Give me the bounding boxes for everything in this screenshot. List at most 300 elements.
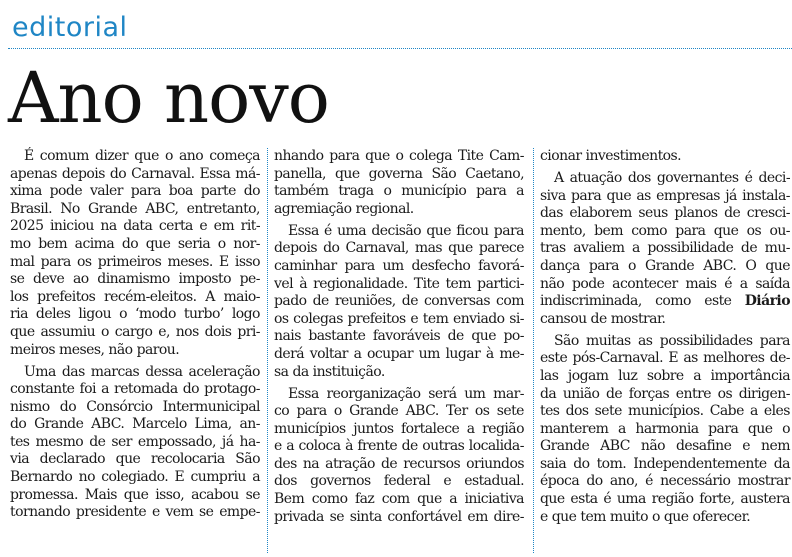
word: é [603, 491, 612, 508]
word: os [746, 222, 762, 239]
word: recolocaria [150, 451, 225, 468]
word: data [123, 218, 153, 235]
word: ano [178, 148, 204, 164]
word: é [324, 222, 332, 239]
headline: Ano novo [8, 57, 329, 139]
word: Mais [84, 486, 117, 503]
word: pode [571, 275, 605, 292]
text-line [540, 368, 790, 386]
word: melhores [703, 350, 765, 367]
word: sobre [646, 367, 684, 384]
word: Marcelo [132, 416, 187, 433]
word: voltar [309, 345, 348, 362]
word: municípios. [628, 403, 704, 420]
word: com [496, 293, 524, 310]
word: tornando [10, 504, 71, 521]
word: do [121, 235, 139, 252]
text-line [274, 456, 524, 474]
word: caminhar [274, 257, 337, 274]
word: muitas [586, 332, 631, 349]
word: Tite [457, 148, 484, 164]
word: má- [235, 165, 260, 182]
text-line [540, 350, 790, 368]
word: dos [274, 473, 297, 490]
word: Essa [288, 385, 319, 402]
text-line [540, 205, 790, 223]
word: de [590, 310, 607, 327]
word: tras [540, 240, 566, 257]
word: de [740, 240, 758, 257]
word: Consórcio [86, 398, 153, 415]
word: o [383, 183, 392, 200]
word: a [286, 438, 295, 455]
word: nor- [233, 235, 260, 252]
word: acima [74, 235, 115, 252]
text-line [10, 504, 260, 522]
word: como [655, 293, 691, 310]
word: ligou [78, 306, 112, 323]
word: confortável [387, 508, 462, 525]
word: à [345, 438, 353, 455]
text-line [274, 438, 524, 456]
word: de [380, 455, 398, 472]
text-line [10, 236, 260, 254]
word: Ter [446, 403, 468, 420]
word: oriundos [466, 455, 524, 472]
word: A [205, 288, 215, 305]
word: Essa [288, 222, 319, 239]
word: do [10, 416, 27, 433]
word: de [401, 293, 418, 310]
word: de [401, 438, 418, 455]
word: ao [72, 271, 89, 288]
word: que [765, 257, 790, 274]
word: dos [565, 403, 589, 420]
word: po- [503, 328, 524, 345]
word: maio- [223, 288, 260, 305]
word: mais [685, 275, 717, 292]
word: muito [609, 508, 648, 525]
word: reorganização [326, 385, 421, 402]
word: eles [763, 403, 790, 420]
word: tem [445, 275, 472, 292]
word: do [59, 398, 77, 415]
text-line [540, 311, 790, 329]
word: oferecer. [692, 508, 751, 525]
word: o [628, 257, 636, 274]
word: marcas [90, 363, 140, 380]
word: No [60, 200, 80, 217]
word: entre [675, 385, 711, 402]
word: dire- [493, 508, 524, 525]
word: do [182, 381, 200, 398]
word: como [311, 491, 348, 508]
word: para [571, 187, 602, 204]
word: Caetano, [465, 165, 524, 182]
word: que [551, 508, 577, 525]
word: o [652, 508, 660, 525]
column-divider [267, 148, 268, 553]
word: das [61, 363, 85, 380]
word: que [134, 148, 159, 164]
word: deve [33, 271, 65, 288]
word: tes [10, 433, 30, 450]
word: forças [628, 385, 670, 402]
word: sa [274, 363, 289, 380]
word: para [296, 403, 327, 420]
word: faz [354, 491, 375, 508]
word: São [235, 451, 260, 468]
word: instituição. [312, 363, 385, 380]
word: os [274, 310, 289, 327]
word: que [417, 491, 442, 508]
newspaper-name: Diário [744, 293, 790, 310]
word: isso [234, 253, 260, 270]
word: harmonia [635, 420, 699, 437]
word: possibilidades [659, 332, 753, 349]
word: desafine [675, 438, 732, 455]
word: cionar [540, 148, 582, 164]
word: regional. [355, 200, 414, 217]
word: do [323, 240, 340, 257]
word: dança [540, 257, 580, 274]
text-line [10, 306, 260, 324]
word: certa [158, 218, 193, 235]
word: partici- [477, 275, 524, 292]
word: cansou [540, 310, 587, 327]
word: enviado [452, 310, 505, 327]
word: dizer [95, 148, 129, 164]
text-line [10, 183, 260, 201]
word: traga [338, 183, 374, 200]
word: des [274, 455, 297, 472]
text-line [540, 456, 790, 474]
word: aceleração [188, 363, 260, 380]
word: panella, [274, 165, 326, 182]
word: Lima, [194, 416, 232, 433]
word: as [636, 187, 651, 204]
word: para [40, 253, 71, 270]
word: mostrar. [610, 310, 666, 327]
word: a [449, 491, 457, 508]
word: a [466, 420, 475, 437]
word: pode [49, 183, 83, 200]
word: lugar [445, 345, 481, 362]
word: região [482, 420, 524, 437]
word: que [471, 328, 496, 345]
text-line [274, 473, 524, 491]
word: dois [204, 323, 232, 340]
word: meses, [59, 341, 105, 358]
text-line [540, 170, 790, 188]
word: A [554, 169, 564, 186]
word: rit- [240, 218, 260, 235]
word: depois [274, 240, 317, 257]
word: Essa [199, 165, 231, 182]
word: mesmo [35, 433, 84, 450]
word: também [274, 183, 329, 200]
word: Bem [274, 491, 305, 508]
word: los [10, 288, 29, 305]
word: não [108, 341, 133, 358]
word: ficou [456, 222, 489, 239]
text-line [274, 403, 524, 421]
word: da [773, 455, 790, 472]
word: Cam- [489, 148, 524, 164]
word: Cabe [709, 403, 744, 420]
word: começa [209, 148, 260, 164]
text-line [540, 276, 790, 294]
word: na [302, 455, 320, 472]
word: promessa. [10, 486, 78, 503]
word: mal [10, 253, 35, 270]
word: o [101, 323, 109, 340]
word: São [554, 332, 579, 349]
word: São [431, 165, 457, 182]
word: fortalece [401, 420, 460, 437]
word: o [217, 235, 226, 252]
word: manterem [540, 420, 609, 437]
word: bastante [308, 328, 366, 345]
word: nem [761, 438, 790, 455]
word: das [540, 205, 563, 222]
text-line [274, 148, 524, 166]
word: avaliem [573, 240, 625, 257]
word: Grande [87, 200, 138, 217]
word: desfecho [411, 257, 471, 274]
word: depois [61, 165, 105, 182]
word: se [245, 486, 260, 503]
word: recém-eleitos. [103, 288, 197, 305]
word: entretanto, [186, 200, 260, 217]
text-line [540, 333, 790, 351]
word: Carnaval. [131, 165, 195, 182]
word: já [725, 187, 737, 204]
word: ria [10, 306, 28, 323]
word: sinta [349, 508, 382, 525]
text-line [10, 254, 260, 272]
word: as [638, 332, 653, 349]
word: Carnaval, [345, 240, 409, 257]
word: jogam [567, 367, 609, 384]
word: mostrar [737, 473, 790, 490]
word: prefeitos [347, 310, 406, 327]
word: de [447, 328, 464, 345]
word: saia [540, 455, 567, 472]
word: em [213, 218, 235, 235]
text-line [274, 183, 524, 201]
word: não [540, 275, 565, 292]
text-line [10, 271, 260, 289]
word: a [632, 240, 640, 257]
text-line [540, 148, 790, 166]
text-line [540, 403, 790, 421]
word: atração [325, 455, 375, 472]
word: vem [165, 504, 194, 521]
word: isso, [155, 486, 185, 503]
word: uma [337, 222, 367, 239]
word: instala- [742, 187, 790, 204]
word: a [617, 420, 626, 437]
word: e [742, 438, 751, 455]
word: parece [478, 240, 524, 257]
word: governos [310, 473, 371, 490]
word: a [353, 345, 362, 362]
word: que [747, 420, 773, 437]
word: Grande [34, 416, 84, 433]
word: pe- [239, 271, 260, 288]
word: Grande [349, 403, 399, 420]
word: É [24, 148, 34, 164]
word: E [174, 469, 185, 486]
word: que [663, 508, 689, 525]
word: localida- [468, 438, 524, 455]
word: para [493, 222, 524, 239]
column-2 [274, 148, 524, 526]
word: que [606, 187, 632, 204]
word: conversas [424, 293, 490, 310]
word: Grande [644, 257, 695, 274]
text-line [10, 451, 260, 469]
word: municípios [274, 420, 346, 437]
word: no [78, 469, 95, 486]
word: austera [740, 491, 790, 508]
word: favorá- [478, 257, 524, 274]
section-label: editorial [12, 12, 128, 43]
text-line [10, 487, 260, 505]
word: Intermunicipal [162, 398, 260, 415]
text-line [10, 469, 260, 487]
word: siva [540, 187, 566, 204]
word: em [467, 508, 488, 525]
word: via [10, 451, 30, 468]
word: ABC [600, 438, 630, 455]
word: nais [274, 328, 301, 345]
text-line [274, 240, 524, 258]
word: o [782, 420, 790, 437]
word: forte, [699, 491, 735, 508]
word: agremiação [274, 200, 352, 217]
word: ‘modo [135, 306, 176, 323]
word: ABC. [703, 257, 737, 274]
word: os [717, 385, 733, 402]
word: para [329, 148, 360, 164]
word: e [540, 508, 548, 525]
word: ha- [239, 433, 260, 450]
word: federal [383, 473, 431, 490]
word: que [540, 491, 565, 508]
word: mo [10, 235, 31, 252]
text-line [274, 201, 524, 219]
word: ser [111, 433, 132, 450]
word: declarado [39, 451, 106, 468]
word: cargo [114, 323, 153, 340]
word: o [395, 148, 404, 164]
word: Uma [24, 363, 56, 380]
word: indiscriminada, [540, 293, 642, 310]
word: e, [158, 323, 170, 340]
word: é [724, 275, 732, 292]
word: vel [274, 275, 294, 292]
word: Brasil. [10, 200, 53, 217]
word: turbo’ [183, 306, 224, 323]
word: planos [674, 205, 718, 222]
word: para [344, 257, 375, 274]
text-line [10, 399, 260, 417]
word: a [252, 469, 260, 486]
word: ano, [609, 473, 638, 490]
text-line [540, 258, 790, 276]
word: pado [274, 293, 307, 310]
text-line [10, 364, 260, 382]
word: união [562, 385, 600, 402]
word: colegiado. [101, 469, 169, 486]
word: possibilidade [647, 240, 734, 257]
word: a [516, 183, 524, 200]
text-line [10, 381, 260, 399]
word: época [540, 473, 580, 490]
word: dirigen- [738, 385, 790, 402]
text-line [10, 342, 260, 360]
text-line [540, 386, 790, 404]
word: estadual. [464, 473, 524, 490]
word: de [606, 385, 623, 402]
word: de [312, 293, 329, 310]
word: si- [509, 310, 524, 327]
word: que [10, 323, 35, 340]
text-line [274, 346, 524, 364]
text-line [274, 223, 524, 241]
word: que [448, 240, 473, 257]
word: nos [175, 323, 199, 340]
word: um [464, 385, 486, 402]
word: privada [274, 508, 324, 525]
word: juntos [353, 420, 394, 437]
word: que [713, 222, 739, 239]
word: prefeitos [37, 288, 96, 305]
text-line [540, 240, 790, 258]
word: sete [594, 403, 622, 420]
word: que [115, 451, 141, 468]
text-line [10, 289, 260, 307]
word: como [631, 222, 668, 239]
word: pri- [237, 323, 260, 340]
text-line [274, 276, 524, 294]
word: a [749, 403, 758, 420]
text-line [274, 293, 524, 311]
text-line [540, 223, 790, 241]
word: atuação [569, 169, 622, 186]
word: E [668, 350, 678, 367]
text-line [10, 148, 260, 166]
word: protago- [204, 381, 260, 398]
word: e [274, 438, 282, 455]
word: governa [368, 165, 423, 182]
word: é [645, 473, 653, 490]
word: 2025 [10, 218, 44, 235]
word: assumiu [40, 323, 96, 340]
word: deci- [758, 169, 790, 186]
text-line [540, 188, 790, 206]
word: os [77, 253, 92, 270]
word: a [101, 381, 109, 398]
word: E [219, 253, 229, 270]
text-line [274, 166, 524, 184]
word: derá [274, 345, 305, 362]
text-line [274, 364, 524, 382]
word: cresci- [746, 205, 790, 222]
word: ABC. [91, 416, 125, 433]
